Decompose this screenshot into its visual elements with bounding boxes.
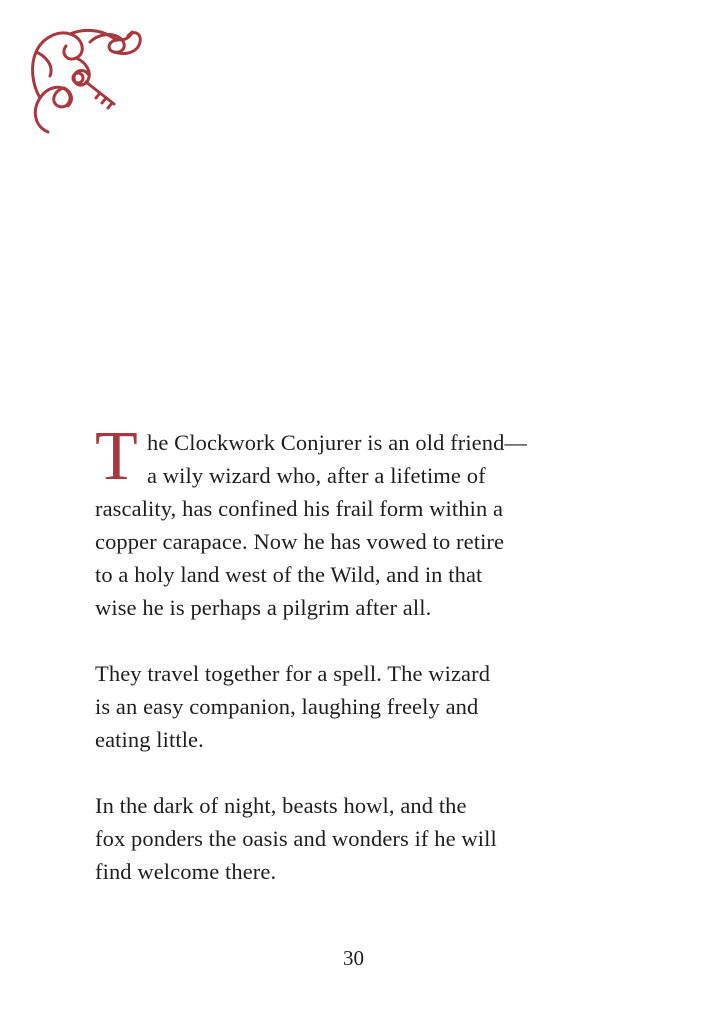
text-line: fox ponders the oasis and wonders if he will bbox=[95, 826, 497, 851]
text-line: copper carapace. Now he has vowed to retire bbox=[95, 529, 505, 554]
drop-cap: T bbox=[95, 418, 138, 495]
passage bbox=[95, 418, 615, 888]
text-line: eating little. bbox=[95, 727, 204, 752]
text-line: rascality, has confined his frail form within a bbox=[95, 496, 504, 521]
paragraph-gap bbox=[95, 624, 615, 657]
paragraph-1 bbox=[95, 418, 615, 624]
text-line: to a holy land west of the Wild, and in that bbox=[95, 562, 483, 587]
key-flourish-icon bbox=[28, 26, 148, 138]
text-line: is an easy companion, laughing freely and bbox=[95, 694, 479, 719]
text-line: he Clockwork Conjurer is an old friend— bbox=[147, 430, 528, 455]
text-line: a wily wizard who, after a lifetime of bbox=[147, 463, 486, 488]
page-number: 30 bbox=[343, 946, 364, 970]
text-line: In the dark of night, beasts howl, and the bbox=[95, 793, 467, 818]
paragraph-2 bbox=[95, 657, 615, 756]
paragraph-gap bbox=[95, 756, 615, 789]
text-line: find welcome there. bbox=[95, 859, 277, 884]
text-line: wise he is perhaps a pilgrim after all. bbox=[95, 595, 432, 620]
paragraph-3 bbox=[95, 789, 615, 888]
text-line: They travel together for a spell. The wizard bbox=[95, 661, 491, 686]
